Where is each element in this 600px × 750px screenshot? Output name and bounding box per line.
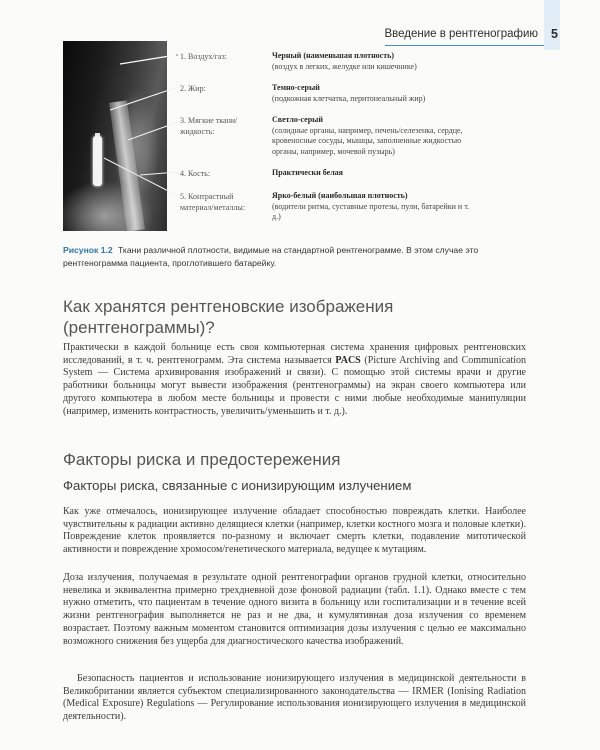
figure-item-1 [272, 51, 472, 72]
figure-caption-text: Ткани различной плотности, видимые на стандартной рентгенограмме. В этом случае это рентгенограмма пациента, проглотившего батарейку. [63, 245, 479, 268]
figure-item-3-desc: (солидные органы, например, печень/селезенка, сердце, кровеносные сосуды, мышцы, заполненные жидкостью органы, например, мочевой пузырь) [272, 125, 463, 156]
figure-item-4 [272, 168, 472, 179]
figure-item-2-desc: (подкожная клетчатка, перитонеальный жир) [272, 93, 426, 103]
figure-item-4-title: Практически белая [272, 168, 344, 177]
paragraph-storage [63, 342, 526, 418]
figure-item-3 [272, 115, 472, 157]
page-number: 5 [551, 27, 558, 41]
chapter-title: Введение в рентгенографию [384, 28, 538, 40]
pacs-term: PACS [335, 354, 361, 366]
figure-item-3-label: 3. Мягкие ткани/жидкость: [180, 116, 238, 136]
figure-item-1-label: 1. Воздух/газ: [180, 52, 227, 61]
figure-item-1-title: Черный (наименьшая плотность) [272, 51, 395, 60]
section-heading-storage: Как хранятся рентгеновские изображения (рентгенограммы)? [63, 297, 394, 337]
figure-item-3-title: Светло-серый [272, 115, 324, 124]
paragraph-storage-part1: Практически в каждой больнице есть своя компьютерная система хранения цифровых рентгеновских исследований, в т. ч. рентгенограмм. Эта система называется [63, 342, 526, 366]
figure-item-2-label: 2. Жир: [180, 84, 206, 93]
paragraph-risk-1: Как уже отмечалось, ионизирующее излучение обладает способностью повреждать клетки. Наиболее чувствительны к радиации активно делящиеся клетки (например, клетки костного мозга и половые клетки). Повреждение клеток проявляется по-разному и включает смерть клетки, подавление митотической активности и повреждение хромосом/генетического материала, ведущее к мутациям. [63, 506, 526, 556]
paragraph-storage-part2: (Picture Archiving and Communication System — Система архивирования изображений и связи). С помощью этой системы врачи и другие работники больницы могут вывести изображения (рентгенограммы) на экран своего компьютера или другого компьютера в любом месте больницы и провести с ними любые необходимые манипуляции (например, изменить контрастность, увеличить/уменьшить и т. д.). [63, 354, 527, 417]
figure-caption [63, 244, 483, 269]
figure-item-1-desc: (воздух в легких, желудке или кишечнике) [272, 61, 417, 71]
figure-item-4-label: 4. Кость: [180, 169, 211, 178]
figure-caption-label: Рисунок 1.2 [63, 245, 113, 255]
paragraph-risk-3: Безопасность пациентов и использование ионизирующего излучения в медицинской деятельности в Великобритании является субъектом специализированного законодательства — IRMER (Ionising Radiation (Medical Exposure) Regulations — Регулирование использования ионизирующего излучения в медицинской деятельности). [63, 673, 526, 723]
figure-item-5 [272, 191, 472, 223]
paragraph-risk-2: Доза излучения, получаемая в результате одной рентгенографии органов грудной клетки, относительно невелика и эквивалентна примерно трехдневной дозе фоновой радиации (табл. 1.1). Однако вместе с тем нужно отметить, что пациентам в течение одного визита в больницу или госпитализации и в течение всей жизни рентгенография выполняется не раз и не два, и кумулятивная доза излучения со временем возрастает. Поэтому важным моментом становится оптимизация дозы излучения с целью ее максимально возможного снижения без ущерба для диагностического качества изображений. [63, 572, 526, 647]
figure-item-2-title: Темно-серый [272, 83, 320, 92]
section-heading-risk: Факторы риска и предостережения [63, 450, 341, 469]
figure-item-5-label: 5. Контрастный материал/металлы: [180, 192, 245, 212]
figure-item-5-title: Ярко-белый (наибольшая плотность) [272, 191, 408, 200]
figure-item-2 [272, 83, 472, 104]
figure-item-5-desc: (водители ритма, суставные протезы, пули, батарейки и т. д.) [272, 201, 470, 221]
subsection-heading-radiation: Факторы риска, связанные с ионизирующим излучением [63, 478, 412, 493]
